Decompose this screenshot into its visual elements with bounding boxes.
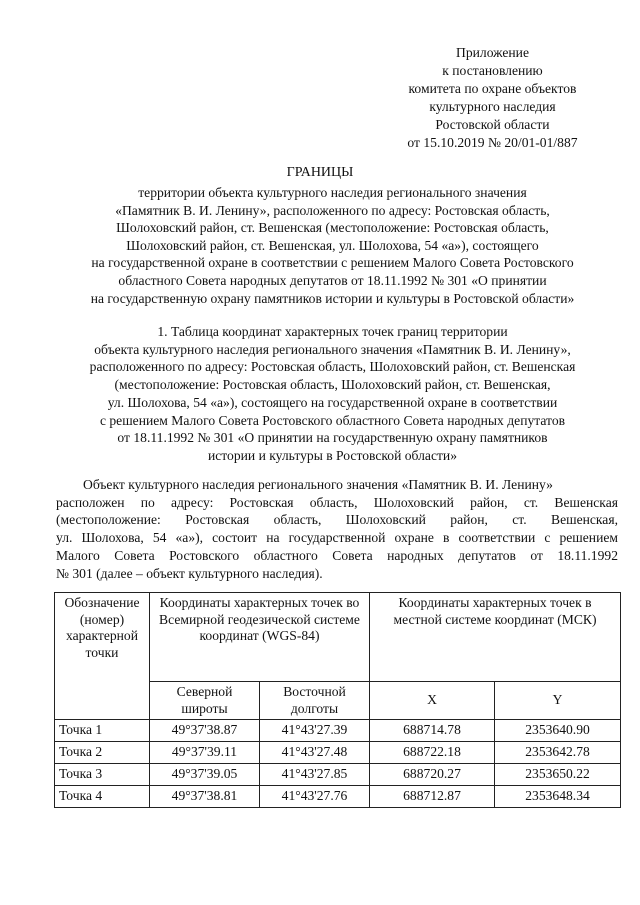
subtitle-line: на государственной охране в соответствии с решением Малого Совета Ростовского	[91, 255, 574, 271]
section-line: с решением Малого Совета Ростовского областного Совета народных депутатов	[99, 412, 566, 428]
section-heading	[40, 323, 625, 465]
paragraph-line: Малого Совета Ростовского областного Совета народных депутатов от 18.11.1992	[56, 547, 618, 563]
cell-y: 2353650.22	[495, 764, 621, 786]
paragraph-line: Объект культурного наследия регионального значения «Памятник В. И. Ленину»	[83, 477, 553, 492]
paragraph-line: № 301 (далее – объект культурного наследия).	[56, 565, 323, 581]
paragraph-line: ул. Шолохова, 54 «а»), состоит на государственной охране в соответствии с решением	[56, 530, 618, 546]
cell-longitude: 41°43'27.48	[260, 742, 370, 764]
header-north-latitude: Северной широты	[150, 682, 260, 720]
table-row	[55, 742, 621, 764]
appendix-line: Приложение	[456, 45, 529, 60]
table-row	[55, 720, 621, 742]
document-title: ГРАНИЦЫ	[286, 165, 354, 180]
coordinates-table	[54, 592, 621, 808]
section-line: от 18.11.1992 № 301 «О принятии на государственную охрану памятников	[117, 430, 548, 446]
paragraph-line: (местоположение: Ростовская область, Шолоховский район, ст. Вешенская,	[56, 512, 618, 528]
table-row	[55, 764, 621, 786]
cell-point: Точка 2	[55, 742, 150, 764]
document-subtitle	[40, 184, 625, 307]
header-east-longitude: Восточной долготы	[260, 682, 370, 720]
cell-longitude: 41°43'27.85	[260, 764, 370, 786]
cell-y: 2353648.34	[495, 786, 621, 808]
header-x: X	[370, 682, 495, 720]
appendix-line: от 15.10.2019 № 20/01-01/887	[407, 135, 578, 150]
appendix-line: к постановлению	[442, 63, 543, 78]
header-wgs84-group: Координаты характерных точек во Всемирной геодезической системе координат (WGS-84)	[150, 593, 370, 682]
cell-point: Точка 4	[55, 786, 150, 808]
subtitle-line: Шолоховский район, ст. Вешенская (местоположение: Ростовская область,	[116, 220, 549, 236]
section-line: ул. Шолохова, 54 «а»), состоящего на государственной охране в соответствии	[107, 394, 558, 410]
subtitle-line: территории объекта культурного наследия регионального значения	[138, 185, 527, 200]
cell-y: 2353640.90	[495, 720, 621, 742]
cell-point: Точка 3	[55, 764, 150, 786]
appendix-block	[390, 44, 595, 152]
subtitle-line: на государственную охрану памятников истории и культуры в Ростовской области»	[90, 290, 575, 306]
cell-latitude: 49°37'38.81	[150, 786, 260, 808]
section-line: расположенного по адресу: Ростовская область, Шолоховский район, ст. Вешенская	[89, 359, 576, 375]
cell-x: 688722.18	[370, 742, 495, 764]
subtitle-line: областного Совета народных депутатов от 18.11.1992 № 301 «О принятии	[118, 272, 547, 288]
subtitle-line: «Памятник В. И. Ленину», расположенного по адресу: Ростовская область,	[115, 202, 550, 218]
section-line: объекта культурного наследия регионального значения «Памятник В. И. Ленину»,	[94, 341, 571, 357]
header-msk-group: Координаты характерных точек в местной системе координат (МСК)	[370, 593, 621, 682]
cell-x: 688712.87	[370, 786, 495, 808]
cell-y: 2353642.78	[495, 742, 621, 764]
cell-latitude: 49°37'38.87	[150, 720, 260, 742]
cell-x: 688714.78	[370, 720, 495, 742]
appendix-line: комитета по охране объектов	[408, 81, 577, 96]
header-point-designation: Обозначение (номер) характерной точки	[55, 593, 150, 720]
header-y: Y	[495, 682, 621, 720]
section-line: 1. Таблица координат характерных точек границ территории	[157, 324, 508, 339]
cell-point: Точка 1	[55, 720, 150, 742]
cell-longitude: 41°43'27.39	[260, 720, 370, 742]
cell-longitude: 41°43'27.76	[260, 786, 370, 808]
cell-latitude: 49°37'39.05	[150, 764, 260, 786]
cell-x: 688720.27	[370, 764, 495, 786]
appendix-line: Ростовской области	[435, 117, 550, 132]
cell-latitude: 49°37'39.11	[150, 742, 260, 764]
appendix-line: культурного наследия	[429, 99, 556, 114]
paragraph-line: расположен по адресу: Ростовская область, Шолоховский район, ст. Вешенская	[56, 494, 618, 510]
table-row	[55, 786, 621, 808]
section-line: истории и культуры в Ростовской области»	[207, 447, 457, 463]
section-line: (местоположение: Ростовская область, Шолоховский район, ст. Вешенская,	[114, 377, 551, 393]
body-paragraph	[56, 476, 618, 582]
subtitle-line: Шолоховский район, ст. Вешенская, ул. Шолохова, 54 «а»), состоящего	[126, 237, 539, 253]
